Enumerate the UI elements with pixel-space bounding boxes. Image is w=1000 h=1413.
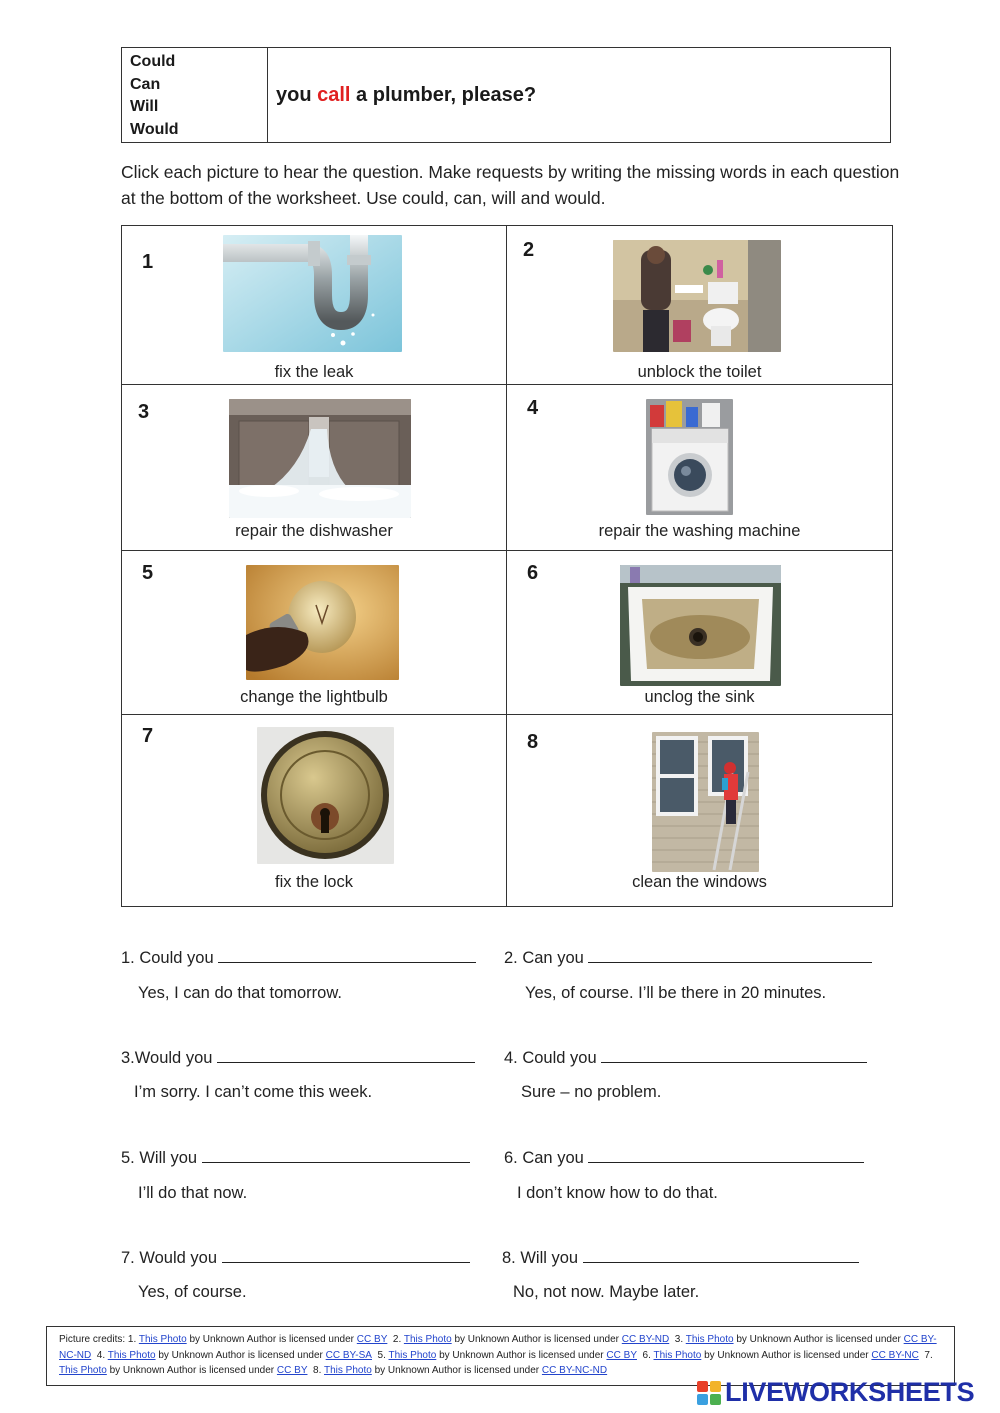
clogged-sink-icon[interactable] — [620, 565, 781, 686]
exercise-prompt: 4. Could you — [504, 1049, 597, 1067]
picture-number: 1 — [142, 251, 154, 273]
exercise-prompt: 3.Would you — [121, 1049, 213, 1067]
photo-link[interactable]: This Photo — [138, 1334, 187, 1345]
example-sentence — [268, 48, 890, 142]
reply-3: I’m sorry. I can’t come this week. — [134, 1083, 373, 1101]
picture-number: 7 — [142, 725, 154, 747]
sentence-start: you — [276, 83, 318, 106]
picture-caption: fix the lock — [275, 873, 353, 891]
picture-cell-2 — [507, 226, 892, 385]
exercise-prompt: 5. Will you — [121, 1149, 198, 1167]
dripping-pipe-icon[interactable] — [223, 235, 402, 352]
instructions-text: Click each picture to hear the question. Make requests by writing the missing words in each question at the bottom of the worksheet. Use could, can, will and would. — [121, 162, 900, 208]
modal-list — [122, 48, 268, 142]
exercise-8 — [502, 1246, 859, 1268]
license-link[interactable]: CC BY-NC — [871, 1349, 919, 1361]
picture-cell-7 — [122, 715, 507, 907]
credits-prefix: Picture credits: — [59, 1334, 126, 1345]
photo-link[interactable]: This Photo — [59, 1365, 107, 1376]
toilet-icon[interactable] — [613, 240, 781, 352]
modal-would: Would — [130, 120, 179, 138]
reply-2: Yes, of course. I’ll be there in 20 minutes. — [525, 984, 827, 1002]
flooding-dishwasher-icon[interactable] — [229, 399, 411, 518]
answer-blank-7[interactable] — [222, 1246, 470, 1263]
picture-number: 4 — [527, 397, 539, 419]
exercise-4 — [504, 1046, 867, 1068]
reply-7: Yes, of course. — [138, 1283, 247, 1301]
modal-could: Could — [130, 53, 176, 70]
exercise-prompt: 7. Would you — [121, 1249, 218, 1267]
license-link[interactable]: CC BY — [356, 1334, 388, 1345]
exercise-prompt: 8. Will you — [502, 1249, 579, 1267]
modal-can: Can — [130, 75, 161, 93]
license-link[interactable]: CC BY-ND — [621, 1334, 670, 1345]
picture-number: 5 — [142, 562, 154, 584]
exercise-5 — [121, 1146, 470, 1168]
liveworksheets-brand[interactable] — [697, 1377, 974, 1408]
modal-header-box — [121, 47, 891, 143]
picture-caption: unblock the toilet — [637, 363, 762, 381]
picture-cell-1 — [122, 226, 507, 385]
license-link[interactable]: CC BY-NC-ND — [541, 1365, 608, 1376]
answer-blank-6[interactable] — [588, 1146, 864, 1163]
answer-blank-3[interactable] — [217, 1046, 475, 1063]
license-link[interactable]: CC BY — [276, 1365, 308, 1376]
picture-credits: Picture credits: 1. This Photo by Unknown Author is licensed under CC BY 2. This Photo by Unknown Author is licensed under CC BY-ND 3. This Photo by Unknown Author is licensed under CC BY-NC-ND 4. This Photo by Unknown Author is licensed under CC BY-SA 5. This Photo by Unknown Author is licensed under CC BY 6. This Photo by Unknown Author is licensed under CC BY-NC 7. This Photo by Unknown Author is licensed under CC BY 8. This Photo by Unknown Author is licensed under CC BY-NC-ND — [46, 1326, 955, 1386]
lightbulb-icon[interactable] — [246, 565, 399, 680]
license-link[interactable]: CC BY-NC-ND — [59, 1334, 937, 1361]
reply-8: No, not now. Maybe later. — [513, 1283, 700, 1301]
window-cleaner-icon[interactable] — [652, 732, 759, 872]
picture-number: 8 — [527, 731, 539, 753]
reply-5: I’ll do that now. — [138, 1184, 248, 1202]
sentence-end: a plumber, please? — [350, 83, 537, 106]
exercise-3 — [121, 1046, 475, 1068]
license-link[interactable]: CC BY — [606, 1349, 637, 1361]
picture-caption: clean the windows — [632, 873, 767, 891]
exercise-1 — [121, 946, 476, 968]
picture-grid — [121, 225, 893, 907]
photo-link[interactable]: This Photo — [653, 1349, 702, 1361]
picture-number: 3 — [138, 401, 150, 423]
door-lock-icon[interactable] — [257, 727, 394, 864]
picture-cell-3 — [122, 385, 507, 551]
picture-caption: fix the leak — [274, 363, 354, 381]
exercise-2 — [504, 946, 872, 968]
reply-4: Sure – no problem. — [521, 1083, 662, 1101]
exercise-7 — [121, 1246, 470, 1268]
photo-link[interactable]: This Photo — [685, 1334, 734, 1345]
exercise-prompt: 2. Can you — [504, 949, 584, 967]
answer-blank-5[interactable] — [202, 1146, 470, 1163]
picture-number: 6 — [527, 562, 539, 584]
answer-blank-2[interactable] — [588, 946, 872, 963]
picture-cell-5 — [122, 551, 507, 715]
sentence-verb: call — [317, 83, 351, 106]
answer-blank-4[interactable] — [601, 1046, 867, 1063]
washing-machine-icon[interactable] — [646, 399, 733, 515]
liveworksheets-logo-icon — [697, 1381, 721, 1405]
photo-link[interactable]: This Photo — [403, 1334, 452, 1345]
picture-caption: change the lightbulb — [240, 688, 388, 706]
reply-6: I don’t know how to do that. — [517, 1184, 718, 1202]
picture-cell-8 — [507, 715, 892, 907]
license-link[interactable]: CC BY-SA — [325, 1349, 372, 1361]
photo-link[interactable]: This Photo — [324, 1365, 372, 1376]
exercise-prompt: 6. Can you — [504, 1149, 584, 1167]
modal-will: Will — [130, 98, 159, 115]
picture-cell-6 — [507, 551, 892, 715]
picture-number: 2 — [523, 239, 535, 261]
exercise-6 — [504, 1146, 864, 1168]
answer-blank-8[interactable] — [583, 1246, 859, 1263]
picture-caption: repair the dishwasher — [235, 522, 393, 540]
picture-caption: repair the washing machine — [598, 522, 801, 540]
brand-name: LIVEWORKSHEETS — [725, 1377, 975, 1407]
reply-1: Yes, I can do that tomorrow. — [138, 984, 342, 1002]
answer-blank-1[interactable] — [218, 946, 476, 963]
photo-link[interactable]: This Photo — [388, 1349, 437, 1361]
photo-link[interactable]: This Photo — [107, 1349, 156, 1361]
picture-cell-4 — [507, 385, 892, 551]
picture-caption: unclog the sink — [644, 688, 755, 706]
exercise-prompt: 1. Could you — [121, 949, 214, 967]
